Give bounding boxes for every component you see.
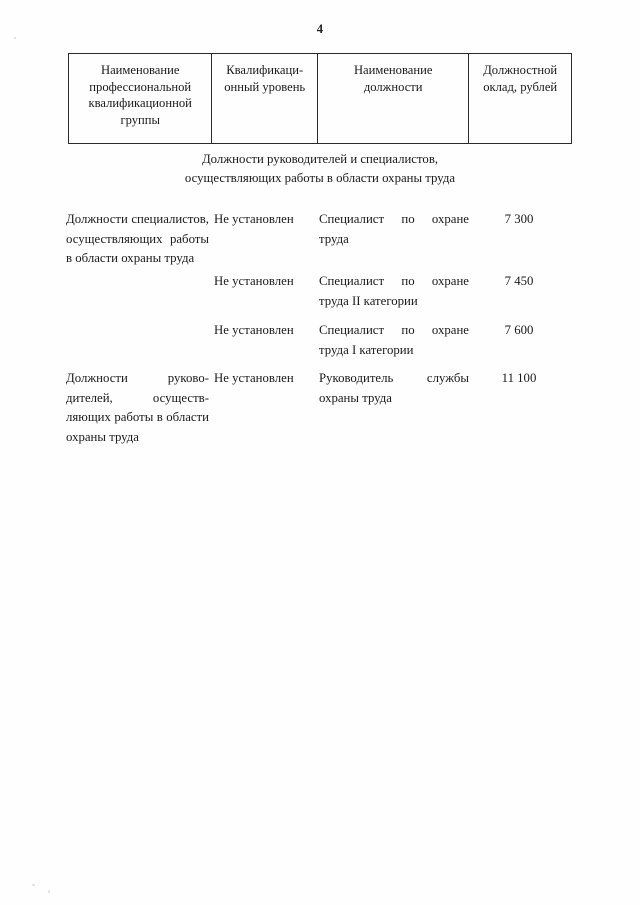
table-subtitle <box>68 150 572 187</box>
column-header-qualification-level <box>212 54 318 143</box>
cell-position-name: Специалист по охране труда II категории <box>319 274 469 308</box>
cell-qualification-level: Не установлен <box>214 371 294 385</box>
cell-qualification-level: Не установлен <box>214 212 294 226</box>
column-header-line: Должностной <box>483 63 558 77</box>
table-header <box>68 53 572 144</box>
cell-position-name: Специалист по охране труда I категории <box>319 323 469 357</box>
cell-salary: 7 300 <box>504 212 534 226</box>
column-header-line: онный уровень <box>224 79 306 94</box>
cell-position-name: Специалист по охране труда <box>319 212 469 246</box>
cell-qualification-level: Не установлен <box>214 323 294 337</box>
cell-group-name: Должности руководителей, осуществляющих работы в области охраны труда <box>66 371 209 444</box>
column-header-line: оклад, рублей <box>483 79 558 94</box>
page-number: 4 <box>316 22 324 36</box>
table-subtitle-line: Должности руководителей и специалистов, <box>201 152 439 166</box>
column-header-line: должности <box>363 79 423 94</box>
column-header-position-name <box>318 54 469 143</box>
column-header-group-name <box>69 54 212 143</box>
table-subtitle-line: осуществляющих работы в области охраны труда <box>184 170 456 185</box>
column-header-line: Наименование <box>353 63 433 77</box>
column-header-line: группы <box>120 112 160 127</box>
cell-group-name: Должности специалистов, осуществляющих работы в области охраны труда <box>66 212 209 265</box>
cell-qualification-level: Не установлен <box>214 274 294 288</box>
column-header-line: Наименование <box>100 63 180 77</box>
cell-salary: 11 100 <box>501 371 537 385</box>
cell-salary: 7 600 <box>504 323 534 337</box>
column-header-salary <box>469 54 571 143</box>
column-header-line: Квалификаци- <box>226 63 304 77</box>
scan-artifact <box>32 884 35 886</box>
column-header-line: квалификационной <box>88 96 192 110</box>
scan-artifact <box>48 890 50 893</box>
cell-position-name: Руководитель службы охраны труда <box>319 371 469 405</box>
scan-artifact <box>14 37 16 39</box>
cell-salary: 7 450 <box>504 274 534 288</box>
column-header-line: профессиональной <box>89 79 192 94</box>
